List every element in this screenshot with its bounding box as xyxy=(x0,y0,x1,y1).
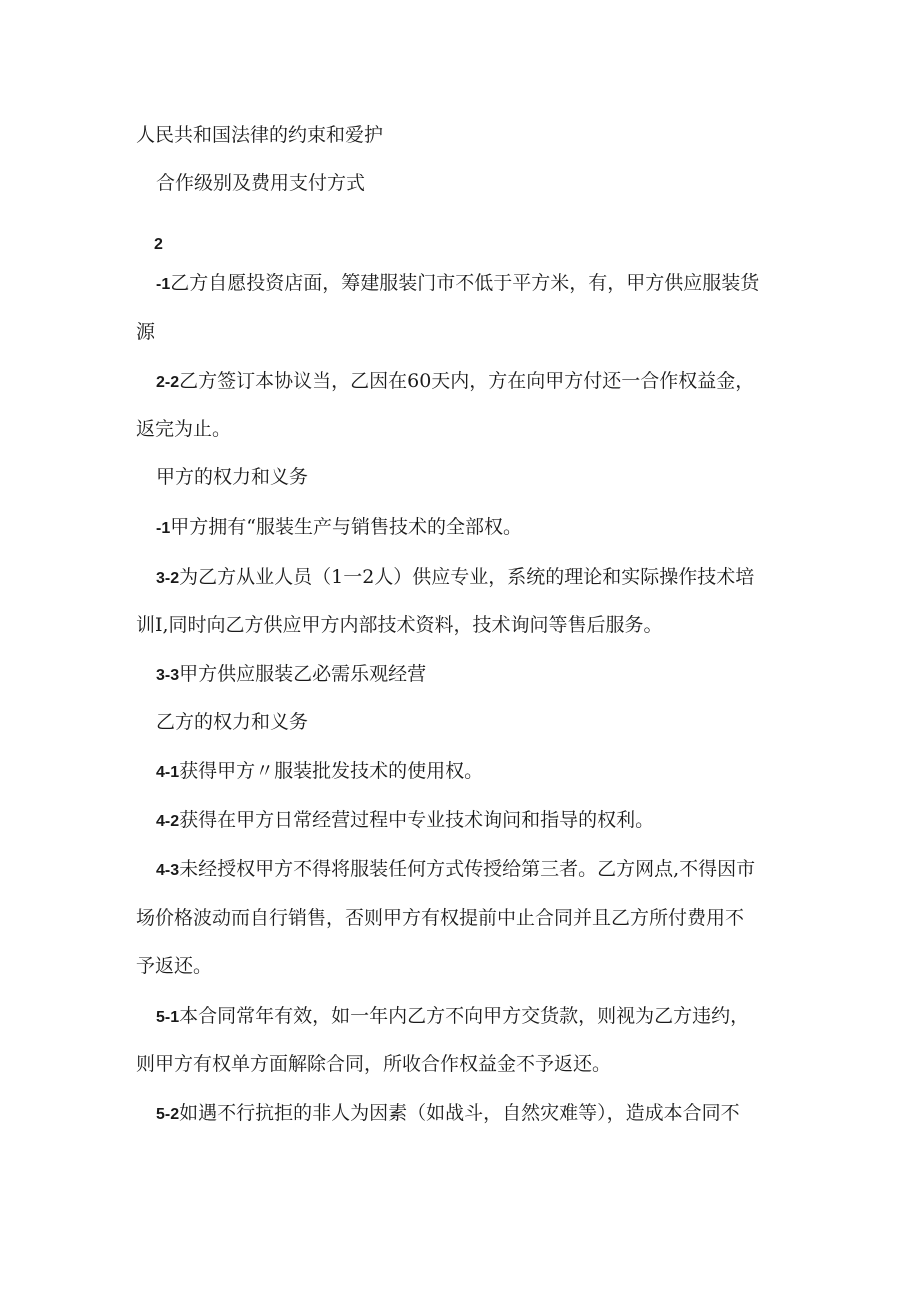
clause-number: -1 xyxy=(156,520,171,537)
line-text: 则甲方有权单方面解除合同，所收合作权益金不予返还。 xyxy=(136,1053,612,1075)
section-heading xyxy=(156,707,308,737)
line-text: 乙方签订本协议当，乙因在60天内，方在向甲方付还一合作权益金， xyxy=(179,370,755,392)
paragraph-line xyxy=(136,610,663,640)
line-text: 予返还。 xyxy=(136,955,213,977)
paragraph-line xyxy=(156,366,754,396)
line-text: 获得甲方〃服装批发技术的使用权。 xyxy=(179,760,484,782)
clause-number: 3-3 xyxy=(156,667,180,684)
line-text: 如遇不行抗拒的非人为因素（如战斗，自然灾难等），造成本合同不 xyxy=(179,1102,740,1124)
line-text: 乙方的权力和义务 xyxy=(156,711,309,733)
paragraph-line xyxy=(156,1098,740,1128)
clause-number: 4-2 xyxy=(156,813,180,830)
paragraph-line xyxy=(136,1049,611,1079)
line-text: 源 xyxy=(136,321,156,343)
section-heading xyxy=(156,462,308,492)
section-heading xyxy=(156,168,365,198)
line-text: 训I,同时向乙方供应甲方内部技术资料，技术询问等售后服务。 xyxy=(136,614,663,636)
clause-number: 5-1 xyxy=(156,1009,180,1026)
clause-number: 5-2 xyxy=(156,1106,180,1123)
line-text: 返完为止。 xyxy=(136,418,232,440)
paragraph-line xyxy=(156,756,483,786)
clause-number: -1 xyxy=(156,276,171,293)
paragraph-line xyxy=(136,951,212,981)
line-text: 甲方拥有“服装生产与销售技术的全部权。 xyxy=(170,516,522,538)
paragraph-line xyxy=(156,562,754,592)
paragraph-line xyxy=(136,317,155,347)
line-text: 获得在甲方日常经营过程中专业技术询问和指导的权利。 xyxy=(179,809,655,831)
line-text: 合作级别及费用支付方式 xyxy=(156,172,366,194)
line-text: 场价格波动而自行销售，否则甲方有权提前中止合同并且乙方所付费用不 xyxy=(136,907,745,929)
section-number xyxy=(154,228,163,258)
line-text: 甲方供应服装乙必需乐观经营 xyxy=(179,663,427,685)
paragraph-line xyxy=(156,854,755,884)
paragraph-line xyxy=(156,1001,749,1031)
paragraph-line xyxy=(136,414,231,444)
clause-number: 2-2 xyxy=(156,374,180,391)
clause-number: 3-2 xyxy=(156,570,180,587)
line-text: 甲方的权力和义务 xyxy=(156,466,309,488)
paragraph-line xyxy=(156,512,522,542)
paragraph-line xyxy=(136,903,744,933)
line-text: 人民共和国法律的约束和爱护 xyxy=(136,124,384,146)
line-text: 乙方自愿投资店面，筹建服装门市不低于平方米，有，甲方供应服装货 xyxy=(170,272,760,294)
line-text: 未经授权甲方不得将服装任何方式传授给第三者。乙方网点,不得因市 xyxy=(179,858,756,880)
paragraph-line xyxy=(136,120,383,150)
clause-number: 4-1 xyxy=(156,764,180,781)
line-text: 本合同常年有效，如一年内乙方不向甲方交货款，则视为乙方违约， xyxy=(179,1005,750,1027)
paragraph-line xyxy=(156,659,426,689)
clause-number: 2 xyxy=(154,236,163,253)
clause-number: 4-3 xyxy=(156,862,180,879)
paragraph-line xyxy=(156,268,759,298)
line-text: 为乙方从业人员（1一2人）供应专业，系统的理论和实际操作技术培 xyxy=(179,566,755,588)
paragraph-line xyxy=(156,805,654,835)
